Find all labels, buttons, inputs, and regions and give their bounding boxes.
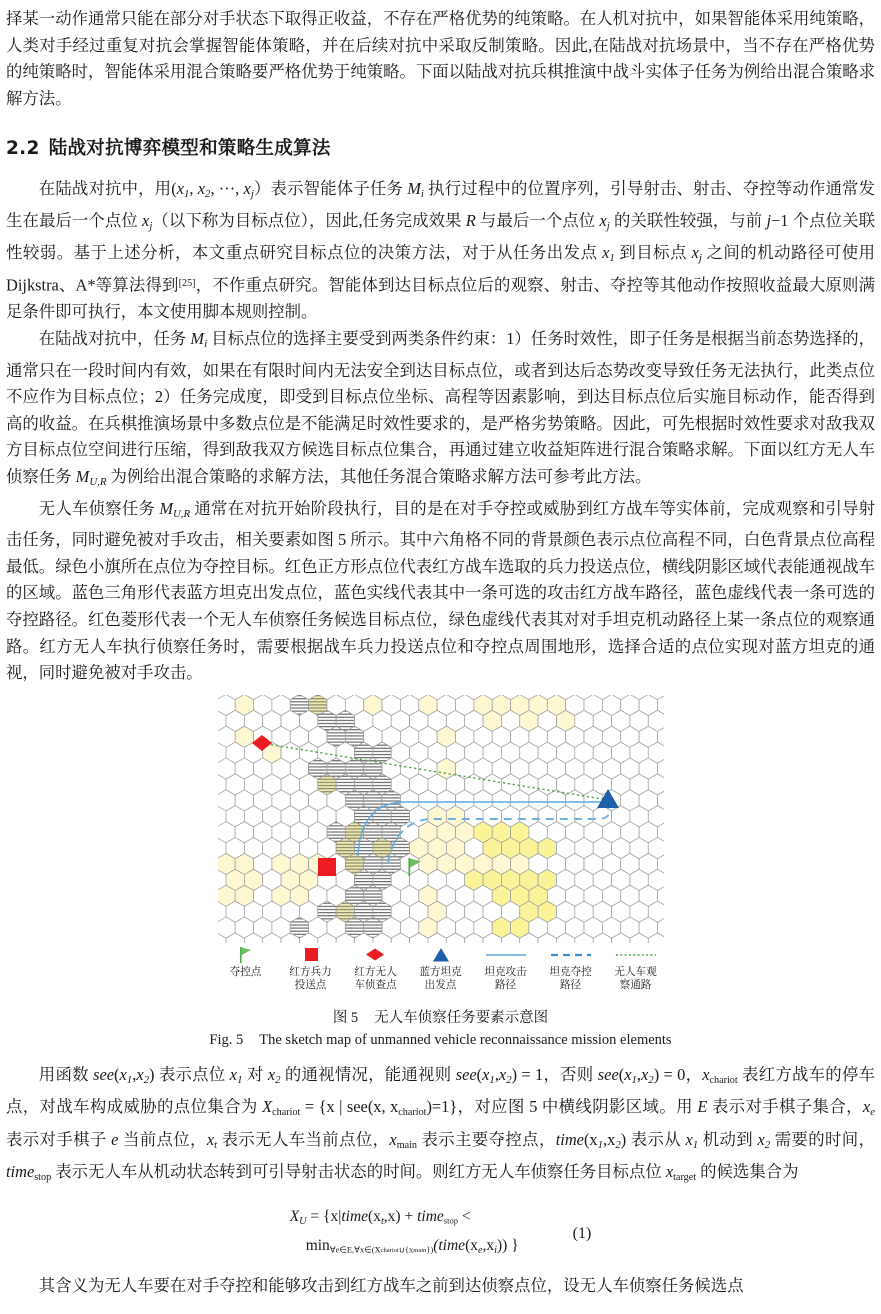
figure-caption-cn: 图 5 无人车侦察任务要素示意图 — [332, 1009, 549, 1026]
paragraph-2-block — [0, 176, 881, 326]
equation-number: (1) — [572, 1225, 592, 1243]
top-text-block — [0, 0, 881, 112]
triangle-icon — [430, 945, 452, 965]
section-heading-row — [0, 134, 881, 160]
legend-item-observation-path — [608, 945, 664, 992]
var-M: M — [407, 179, 421, 199]
fn-see: see — [93, 1064, 115, 1084]
legend-label: 夺控点 — [229, 966, 262, 978]
citation-ref: [25] — [178, 278, 196, 290]
spacer — [0, 112, 881, 134]
figure-legend — [218, 945, 664, 992]
solid-line-icon — [484, 945, 528, 965]
math-paragraph-block — [0, 1050, 881, 1192]
paragraph-3-block — [0, 326, 881, 496]
legend-item-capture-path — [543, 945, 599, 992]
fn-time: time — [555, 1129, 584, 1149]
section-title: 陆战对抗博弈模型和策略生成算法 — [48, 138, 331, 160]
var-j: j — [766, 210, 772, 230]
paragraph-4-block — [0, 496, 881, 687]
section-heading — [6, 134, 875, 160]
paragraph-3: 在陆战对抗中，任务 $M_i$ 目标点位的选择主要受到两类条件约束：1）任务时效性，即子任务是根据当前态势选择的，通常只在一段时间内有效，如果在有限时间内无法安全到达目标点位，或者到达后态势改变导致任务无法执行，此类点位不应作为目标点位；2）任务完成度，即受到目标点位坐标、高程等因素影响，到达目标点位后实施目标动作，能否得到高的收益。在兵棋推演场景中多数点位是不能满足时效性要求的，是严格劣势策略。因此，可先根据时效性要求对敌我双方目标点位空间进行压缩，得到敌我双方候选目标点位集合，再通过建立收益矩阵进行混合策略求解。下面以红方无人车侦察任务 $M_{U,R}$ 为例给出混合策略的求解方法，其他任务混合策略求解方法可参考此方法。 — [6, 328, 876, 488]
legend-label: 坦克攻击 路径 — [484, 966, 527, 991]
legend-label: 坦克夺控 路径 — [549, 966, 592, 991]
txt: 在陆战对抗中，用( — [38, 179, 177, 199]
equation-body — [290, 1205, 519, 1263]
section-number: 2.2 — [6, 138, 40, 160]
paragraph-2: 在陆战对抗中，用($x_1$, $x_2$, ···, $x_j$）表示智能体子任务 $M_i$ 执行过程中的位置序列，引导射击、射击、夺控等动作通常发生在最后一个点位 $x_j$（以下称为目标点位），因此,任务完成效果 R 与最后一个点位 $x_j$ 的关联性较强，与前 j−1 个点位关联性较弱。基于上述分析，本文重点研究目标点位的决策方法，对于从任务出发点 $x_1$ 到目标点 $x_j$ 之间的机动路径可使用 Dijkstra、A*等算法得到[25]，不作重点研究。智能体到达目标点位后的观察、射击、夺控等其他动作按照收益最大原则满足条件即可执行，本文使用脚本规则控制。 — [6, 179, 876, 322]
diamond-icon — [364, 945, 388, 965]
paragraph-last: 其含义为无人车要在对手夺控和能够攻击到红方战车之前到达侦察点位，设无人车侦察任务候选点 — [38, 1276, 744, 1296]
legend-item-uv-recon — [348, 945, 404, 992]
paragraph-4: 无人车侦察任务 $M_{U,R}$ 通常在对抗开始阶段执行，目的是在对手夺控或威胁到红方战车等实体前，完成观察和引导射击任务，同时避免被对手攻击，相关要素如图 5 所示。其中六角格不同的背景颜色表示点位高程不同，白色背景点位高程最低。绿色小旗所在点位为夺控目标。红色正方形点位代表红方战车选取的兵力投送点位，横线阴影区域代表能通视战车的区域。蓝色三角形代表蓝方坦克出发点位，蓝色实线代表其中一条可选的攻击红方战车路径，蓝色虚线代表一条可选的夺控路径。红色菱形代表一个无人车侦察任务候选目标点位，绿色虚线代表其对对手坦克机动路径上某一条点位的观察通路。红方无人车执行侦察任务时，需要根据战车兵力投送点位和夺控点周围地形，选择合适的点位实现对蓝方坦克的通视，同时避免被对手攻击。 — [6, 498, 875, 683]
equation-line-2: $\min\forall e\in E,\forall x\in(Xchariot\cup\{xmain\})(time(x_e,x_i))$ } — [305, 1237, 519, 1257]
dotted-line-icon — [614, 945, 658, 965]
min-operator: min — [305, 1237, 330, 1255]
hexagon-map-diagram — [218, 695, 664, 943]
legend-label: 无人车观 察通路 — [614, 966, 657, 991]
legend-item-tank-start — [413, 945, 469, 992]
math-paragraph: 用函数 $see(x_1,x_2)$ 表示点位 $x_1$ 对 $x_2$ 的通视情况，能通视则 $see(x_1,x_2) = 1$，否则 $see(x_1,x_2) = 0$，xchariot 表红方战车的停车点，对战车构成威胁的点位集合为 Xchariot = {x | see(x, xchariot)=1}，对应图 5 中横线阴影区域。用 E 表示对手棋子集合，$x_e$ 表示对手棋子 e 当前点位，$x_t$ 表示无人车当前点位，xmain 表示主要夺控点，$time(x_1,x_2)$ 表示从 $x_1$ 机动到 $x_2$ 需要的时间，timestop 表示无人车从机动状态转到可引导射击状态的时间。则红方无人车侦察任务目标点位 xtarget 的候选集合为 — [6, 1064, 875, 1183]
var-R: R — [465, 210, 476, 230]
legend-label: 蓝方坦克 出发点 — [419, 966, 462, 991]
var-xj: x — [243, 179, 251, 199]
legend-item-capture-point — [218, 945, 274, 979]
var-x1: x — [176, 179, 184, 199]
flag-icon — [236, 945, 256, 965]
figure-caption-en: Fig. 5 The sketch map of unmanned vehicle reconnaissance mission elements — [209, 1031, 672, 1048]
var-MUR-2: M — [159, 498, 173, 518]
set-X-chariot: X — [262, 1097, 273, 1117]
square-icon — [301, 945, 321, 965]
var-Mi: M — [190, 328, 205, 348]
red-square-marker — [318, 858, 336, 876]
paragraph-1: 择某一动作通常只能在部分对手状态下取得正收益，不存在严格优势的纯策略。在人机对抗中，如果智能体采用纯策略，人类对手经过重复对抗会掌握智能体策略，并在后续对抗中采取反制策略。因此,在陆战对抗场景中，当不存在严格优势的纯策略时，智能体采用混合策略要严格优势于纯策略。下面以陆战对抗兵棋推演中战斗实体子任务为例给出混合策略求解方法。 — [6, 9, 875, 108]
legend-item-force-delivery — [283, 945, 339, 992]
legend-item-attack-path — [478, 945, 534, 992]
figure-5 — [0, 695, 881, 1050]
dashed-line-icon — [549, 945, 593, 965]
var-x2: x — [197, 179, 206, 199]
var-MUR: M — [75, 466, 90, 486]
legend-label: 红方兵力 投送点 — [289, 966, 332, 991]
spacer — [0, 160, 881, 176]
equation-line-1: $X_U$ = {$x|time(x_t,x)$ + timestop < — [289, 1208, 471, 1228]
last-paragraph-block — [0, 1273, 881, 1300]
var-E: E — [697, 1097, 708, 1117]
legend-label: 红方无人 车侦查点 — [354, 966, 397, 991]
equation-1 — [0, 1205, 881, 1263]
